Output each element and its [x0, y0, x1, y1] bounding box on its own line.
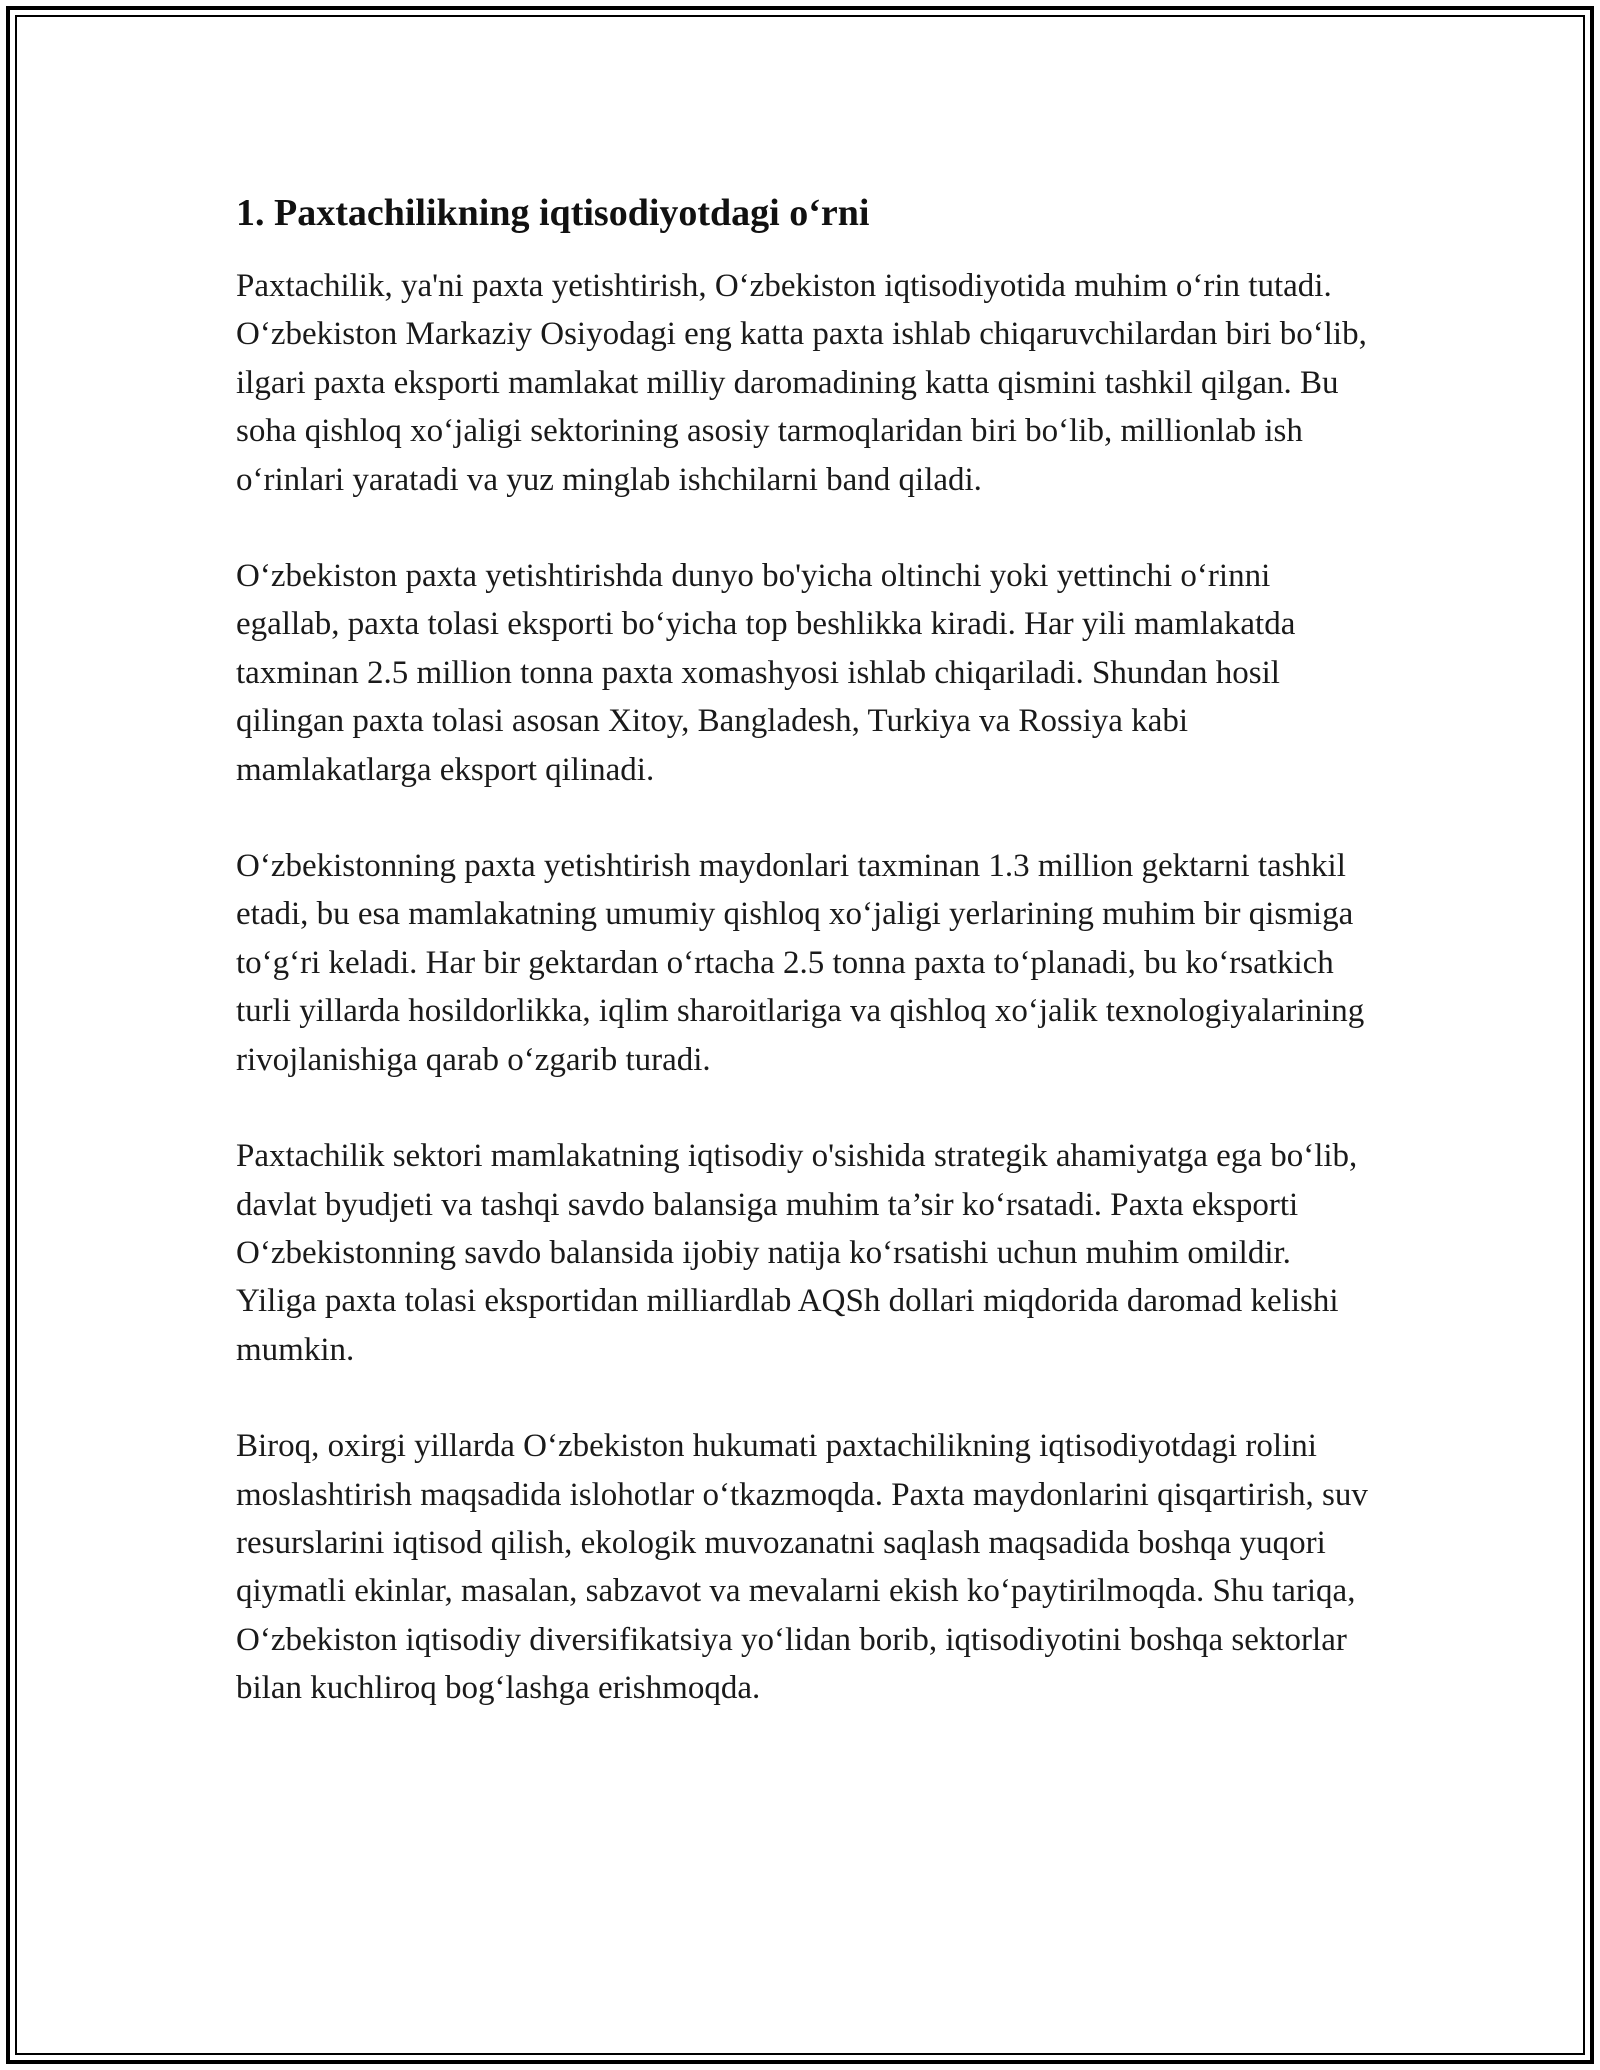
paragraph-5: Biroq, oxirgi yillarda O‘zbekiston hukumati paxtachilikning iqtisodiyotdagi rolini moslashtirish maqsadida islohotlar o‘tkazmoqda. Paxta maydonlarini qisqartirish, suv resurslarini iqtisod qilish, ekologik muvozanatni saqlash maqsadida boshqa yuqori qiymatli ekinlar, masalan, sabzavot va mevalarni ekish ko‘paytirilmoqda. Shu tariqa, O‘zbekiston iqtisodiy diversifikatsiya yo‘lidan borib, iqtisodiyotini boshqa sektorlar bilan kuchliroq bog‘lashga erishmoqda.	[236, 1428, 1368, 1707]
paragraph-1: Paxtachilik, ya'ni paxta yetishtirish, O‘zbekiston iqtisodiyotida muhim o‘rin tutadi. O‘zbekiston Markaziy Osiyodagi eng katta paxta ishlab chiqaruvchilardan biri bo‘lib, ilgari paxta eksporti mamlakat milliy daromadining katta qismini tashkil qilgan. Bu soha qishloq xo‘jaligi sektorining asosiy tarmoqlaridan biri bo‘lib, millionlab ish o‘rinlari yaratadi va yuz minglab ishchilarni band qiladi.	[236, 268, 1367, 498]
paragraph-4: Paxtachilik sektori mamlakatning iqtisodiy o'sishida strategik ahamiyatga ega bo‘lib, davlat byudjeti va tashqi savdo balansiga muhim ta’sir ko‘rsatadi. Paxta eksporti O‘zbekistonning savdo balansida ijobiy natija ko‘rsatishi uchun muhim omildir. Yiliga paxta tolasi eksportidan milliardlab AQSh dollari miqdorida daromad kelishi mumkin.	[236, 1138, 1358, 1368]
section-heading: 1. Paxtachilikning iqtisodiyotdagi o‘rni	[236, 192, 870, 234]
document-body	[236, 186, 1376, 1713]
paragraph-2: O‘zbekiston paxta yetishtirishda dunyo bo'yicha oltinchi yoki yettinchi o‘rinni egallab, paxta tolasi eksporti bo‘yicha top beshlikka kiradi. Har yili mamlakatda taxminan 2.5 million tonna paxta xomashyosi ishlab chiqariladi. Shundan hosil qilingan paxta tolasi asosan Xitoy, Bangladesh, Turkiya va Rossiya kabi mamlakatlarga eksport qilinadi.	[236, 558, 1296, 788]
paragraph-3: O‘zbekistonning paxta yetishtirish maydonlari taxminan 1.3 million gektarni tashkil etadi, bu esa mamlakatning umumiy qishloq xo‘jaligi yerlarining muhim bir qismiga to‘g‘ri keladi. Har bir gektardan o‘rtacha 2.5 tonna paxta to‘planadi, bu ko‘rsatkich turli yillarda hosildorlikka, iqlim sharoitlariga va qishloq xo‘jalik texnologiyalarining rivojlanishiga qarab o‘zgarib turadi.	[236, 848, 1365, 1078]
